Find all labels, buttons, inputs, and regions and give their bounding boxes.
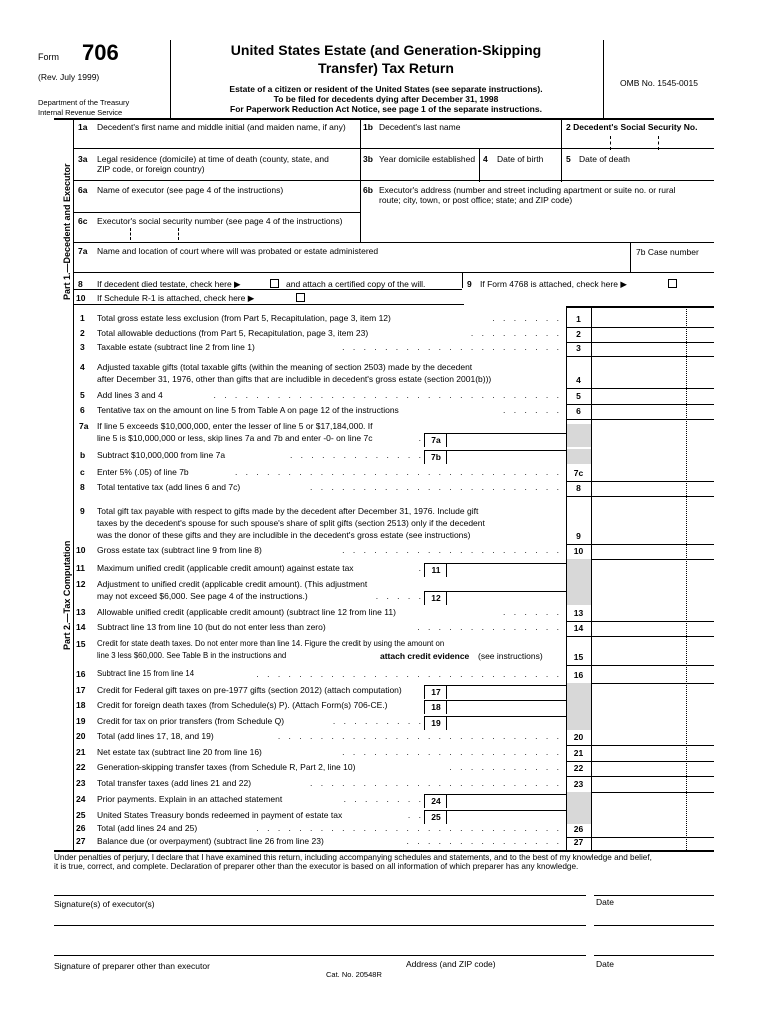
line-21-text: Net estate tax (subtract line 20 from line 16) <box>97 747 262 757</box>
line-8-text: Total tentative tax (add lines 6 and 7c) <box>97 482 241 492</box>
line-24-number: 24 <box>76 794 86 804</box>
line-4-text-2: after December 31, 1976, other than gifts that are includible in decedent's gross estate (section 2001(b))) <box>97 374 492 384</box>
field-6a-label: Name of executor (see page 4 of the instructions) <box>97 185 284 195</box>
line-17-inner-box-label: 17 <box>431 687 441 697</box>
preparer-signature-label: Signature of preparer other than executor <box>54 961 210 971</box>
executor-signature-field[interactable] <box>54 880 586 895</box>
line-22-amount-field[interactable] <box>592 762 714 776</box>
line-15-text-3: (see instructions) <box>478 651 543 661</box>
line-22-box-label: 22 <box>573 763 584 773</box>
line-1-box-label: 1 <box>576 314 581 324</box>
line-19-number: 19 <box>76 716 86 726</box>
form-4768-checkbox[interactable] <box>668 279 677 288</box>
line-6-number: 6 <box>80 405 85 415</box>
line-3-number: 3 <box>80 342 85 352</box>
line-23-box-label: 23 <box>573 779 584 789</box>
line-b-text: Subtract $10,000,000 from line 7a <box>97 450 226 460</box>
line-13-number: 13 <box>76 607 86 617</box>
line-4-amount-field[interactable] <box>592 374 714 388</box>
omb-number: OMB No. 1545-0015 <box>620 78 698 88</box>
line-23-amount-field[interactable] <box>592 778 714 792</box>
field-7b-label: 7b Case number <box>636 247 699 257</box>
line-8-number: 8 <box>80 482 85 492</box>
field-8-num: 8 <box>78 279 83 289</box>
line-8-box-label: 8 <box>576 483 581 493</box>
line-13-amount-field[interactable] <box>592 607 714 621</box>
line-16-box-label: 16 <box>573 670 584 680</box>
catalog-number: Cat. No. 20548R <box>326 970 382 979</box>
line-6-leader-dots: . . . . . . <box>503 405 562 415</box>
field-1a-label: Decedent's first name and middle initial (and maiden name, if any) <box>97 122 346 132</box>
line-12-text: Adjustment to unified credit (applicable credit amount). (This adjustment <box>97 579 368 589</box>
field-10-label: If Schedule R-1 is attached, check here ▶ <box>97 293 255 303</box>
schedule-r1-checkbox[interactable] <box>296 293 305 302</box>
line-22-text: Generation-skipping transfer taxes (from Schedule R, Part 2, line 10) <box>97 762 356 772</box>
line-24-text: Prior payments. Explain in an attached statement <box>97 794 283 804</box>
line-19-inner-box-label: 19 <box>431 718 441 728</box>
field-8-label-2: and attach a certified copy of the will. <box>286 279 426 289</box>
perjury-statement-1: Under penalties of perjury, I declare that I have examined this return, including accompanying schedules and statements, and to the best of my knowledge and belief, <box>54 853 652 862</box>
line-11-inner-box-label: 11 <box>431 565 441 575</box>
line-8-amount-field[interactable] <box>592 482 714 496</box>
irs: Internal Revenue Service <box>38 108 123 117</box>
line-9-text: Total gift tax payable with respect to gifts made by the decedent after December 31, 1976. Include gift <box>97 506 479 516</box>
line-17-number: 17 <box>76 685 86 695</box>
line-27-amount-field[interactable] <box>592 836 714 850</box>
line-21-leader-dots: . . . . . . . . . . . . . . . . . . . . . <box>342 747 562 757</box>
field-6c-label: Executor's social security number (see page 4 of the instructions) <box>97 216 343 226</box>
field-3b-label: Year domicile established <box>379 154 476 164</box>
field-4-label: Date of birth <box>497 154 544 164</box>
line-7a-inner-box-label: 7a <box>431 435 441 445</box>
preparer-signature-field[interactable] <box>54 940 344 955</box>
line-17-text: Credit for Federal gift taxes on pre-1977 gifts (section 2012) (attach computation) <box>97 685 402 695</box>
line-15-box-label: 15 <box>573 652 584 662</box>
form-number: 706 <box>82 40 119 65</box>
line-5-leader-dots: . . . . . . . . . . . . . . . . . . . . . . . . . . . . . . . . . <box>213 390 562 400</box>
line-14-number: 14 <box>76 622 86 632</box>
line-22-number: 22 <box>76 762 86 772</box>
line-26-box-label: 26 <box>573 824 584 834</box>
line-12-inner-box-label: 12 <box>431 593 441 603</box>
line-20-number: 20 <box>76 731 86 741</box>
field-6a-num: 6a <box>78 185 88 195</box>
line-25-text: United States Treasury bonds redeemed in payment of estate tax <box>97 810 343 820</box>
line-c-amount-field[interactable] <box>592 467 714 481</box>
line-b-number: b <box>80 450 86 460</box>
line-23-number: 23 <box>76 778 86 788</box>
field-6b-label-2: route; city, town, or post office; state; and ZIP code) <box>379 195 573 205</box>
line-18-text: Credit for foreign death taxes (from Schedule(s) P). (Attach Form(s) 706-CE.) <box>97 700 388 710</box>
field-7a-label: Name and location of court where will was probated or estate administered <box>97 246 379 256</box>
preparer-date-field[interactable] <box>594 940 714 955</box>
line-3-leader-dots: . . . . . . . . . . . . . . . . . . . . . <box>342 342 562 352</box>
part1-side-label: Part 1.—Decedent and Executor <box>62 163 72 300</box>
line-4-text: Adjusted taxable gifts (total taxable gifts (within the meaning of section 2503) made by the decedent <box>97 362 473 372</box>
line-23-text: Total transfer taxes (add lines 21 and 22) <box>97 778 252 788</box>
field-2-label: 2 Decedent's Social Security No. <box>566 122 698 132</box>
executor-signature-label: Signature(s) of executor(s) <box>54 899 155 909</box>
line-12-number: 12 <box>76 579 86 589</box>
line-15-number: 15 <box>76 639 86 649</box>
field-7a-num: 7a <box>78 246 88 256</box>
line-2-number: 2 <box>80 328 85 338</box>
line-2-box-label: 2 <box>576 329 581 339</box>
line-2-text: Total allowable deductions (from Part 5, Recapitulation, page 3, item 23) <box>97 328 369 338</box>
line-14-amount-field[interactable] <box>592 622 714 636</box>
line-8-leader-dots: . . . . . . . . . . . . . . . . . . . . . . . . <box>310 482 562 492</box>
line-26-number: 26 <box>76 823 86 833</box>
line-2-amount-field[interactable] <box>592 328 714 342</box>
date-label-1: Date <box>596 897 614 907</box>
line-25-number: 25 <box>76 810 86 820</box>
line-10-leader-dots: . . . . . . . . . . . . . . . . . . . . . <box>342 545 562 555</box>
field-3a-num: 3a <box>78 154 88 164</box>
line-1-text: Total gross estate less exclusion (from Part 5, Recapitulation, page 3, item 12) <box>97 313 391 323</box>
form-title-line1: United States Estate (and Generation-Skipping <box>230 42 542 58</box>
address-label: Address (and ZIP code) <box>406 959 496 969</box>
line-5-box-label: 5 <box>576 391 581 401</box>
line-6-box-label: 6 <box>576 406 581 416</box>
line-7a-leader-dots: . <box>418 433 424 443</box>
line-6-amount-field[interactable] <box>592 405 714 419</box>
line-c-number: c <box>80 467 85 477</box>
line-c-text: Enter 5% (.05) of line 7b <box>97 467 189 477</box>
date-label-2: Date <box>596 959 614 969</box>
line-9-text-2: taxes by the decedent's spouse for such spouse's share of split gifts (section 2513) only if the decedent <box>97 518 485 528</box>
line-10-number: 10 <box>76 545 86 555</box>
line-21-box-label: 21 <box>573 748 584 758</box>
line-26-amount-field[interactable] <box>592 823 714 837</box>
subtitle-1: Estate of a citizen or resident of the United States (see separate instructions). <box>229 84 543 94</box>
line-12-text-2: may not exceed $6,000. See page 4 of the instructions.) <box>97 591 308 601</box>
line-1-leader-dots: . . . . . . . <box>492 313 562 323</box>
line-20-amount-field[interactable] <box>592 731 714 745</box>
line-19-leader-dots: . . . . . . . . . <box>332 716 424 726</box>
line-1-amount-field[interactable] <box>592 313 714 327</box>
line-1-number: 1 <box>80 313 85 323</box>
department: Department of the Treasury <box>38 98 130 107</box>
field-9-label: If Form 4768 is attached, check here ▶ <box>480 279 627 289</box>
line-15-bold-text: attach credit evidence <box>380 651 470 661</box>
field-9-num: 9 <box>467 279 472 289</box>
line-6-text: Tentative tax on the amount on line 5 from Table A on page 12 of the instructions <box>97 405 399 415</box>
line-20-box-label: 20 <box>573 732 584 742</box>
line-20-leader-dots: . . . . . . . . . . . . . . . . . . . . . . . . . . . <box>277 731 562 741</box>
line-25-inner-box-label: 25 <box>431 812 441 822</box>
line-5-text: Add lines 3 and 4 <box>97 390 163 400</box>
field-6c-num: 6c <box>78 216 88 226</box>
line-23-leader-dots: . . . . . . . . . . . . . . . . . . . . . . . . <box>310 778 562 788</box>
form-revision: (Rev. July 1999) <box>38 72 100 82</box>
line-4-number: 4 <box>80 362 85 372</box>
line-21-amount-field[interactable] <box>592 747 714 761</box>
line-24-inner-box-label: 24 <box>431 796 441 806</box>
line-10-text: Gross estate tax (subtract line 9 from line 8) <box>97 545 262 555</box>
line-13-leader-dots: . . . . . . <box>503 607 562 617</box>
line-21-number: 21 <box>76 747 86 757</box>
form-title-line2: Transfer) Tax Return <box>318 60 454 76</box>
line-16-leader-dots: . . . . . . . . . . . . . . . . . . . . . . . . . . . . . <box>256 669 562 679</box>
line-14-leader-dots: . . . . . . . . . . . . . . <box>417 622 562 632</box>
line-16-number: 16 <box>76 669 86 679</box>
line-27-number: 27 <box>76 836 86 846</box>
line-9-text-3: was the donor of these gifts and they are includible in the decedent's gross estate (see instructions) <box>97 530 471 540</box>
line-7a-text-2: line 5 is $10,000,000 or less, skip lines 7a and 7b and enter -0- on line 7c <box>97 433 373 443</box>
line-9-box-label: 9 <box>576 531 581 541</box>
field-6b-num: 6b <box>363 185 373 195</box>
perjury-statement-2: it is true, correct, and complete. Declaration of preparer other than the executor is based on all information of which preparer has any knowledge. <box>54 862 579 871</box>
line-3-amount-field[interactable] <box>592 342 714 356</box>
line-22-leader-dots: . . . . . . . . . . . <box>449 762 562 772</box>
line-15-text: Credit for state death taxes. Do not enter more than line 14. Figure the credit by using the amount on <box>97 639 445 648</box>
field-5-label: Date of death <box>579 154 631 164</box>
line-26-text: Total (add lines 24 and 25) <box>97 823 198 833</box>
field-3a-label-2: ZIP code, or foreign country) <box>97 164 205 174</box>
part2-side-label: Part 2.—Tax Computation <box>62 540 72 650</box>
field-5-num: 5 <box>566 154 571 164</box>
line-25-leader-dots: . . <box>407 810 424 820</box>
line-14-text: Subtract line 13 from line 10 (but do not enter less than zero) <box>97 622 326 632</box>
preparer-address-field[interactable] <box>350 940 586 955</box>
line-c-box-label: 7c <box>573 468 584 478</box>
line-5-number: 5 <box>80 390 85 400</box>
field-6b-label-1: Executor's address (number and street including apartment or suite no. or rural <box>379 185 676 195</box>
line-5-amount-field[interactable] <box>592 390 714 404</box>
line-15-text-2: line 3 less $60,000. See Table B in the instructions and <box>97 651 287 660</box>
line-11-leader-dots: . <box>418 563 424 573</box>
field-4-num: 4 <box>483 154 488 164</box>
line-18-number: 18 <box>76 700 86 710</box>
line-2-leader-dots: . . . . . . . . . <box>470 328 562 338</box>
field-3a-label-1: Legal residence (domicile) at time of death (county, state, and <box>97 154 329 164</box>
line-24-leader-dots: . . . . . . . . <box>343 794 424 804</box>
line-c-leader-dots: . . . . . . . . . . . . . . . . . . . . . . . . . . . . . . . <box>234 467 562 477</box>
line-9-number: 9 <box>80 506 85 516</box>
will-attached-checkbox[interactable] <box>270 279 279 288</box>
field-1b-label: Decedent's last name <box>379 122 461 132</box>
line-13-box-label: 13 <box>573 608 584 618</box>
line-26-leader-dots: . . . . . . . . . . . . . . . . . . . . . . . . . . . . . <box>256 823 562 833</box>
field-8-label: If decedent died testate, check here ▶ <box>97 279 241 289</box>
line-10-amount-field[interactable] <box>592 545 714 559</box>
line-3-text: Taxable estate (subtract line 2 from line 1) <box>97 342 255 352</box>
line-27-leader-dots: . . . . . . . . . . . . . . . <box>406 836 562 846</box>
line-10-box-label: 10 <box>573 546 584 556</box>
line-11-text: Maximum unified credit (applicable credit amount) against estate tax <box>97 563 354 573</box>
line-3-box-label: 3 <box>576 343 581 353</box>
subtitle-3: For Paperwork Reduction Act Notice, see page 1 of the separate instructions. <box>230 104 542 114</box>
line-12-leader-dots: . . . . . <box>375 591 424 601</box>
field-1b-num: 1b <box>363 122 373 132</box>
line-13-text: Allowable unified credit (applicable credit amount) (subtract line 12 from line 11) <box>97 607 396 617</box>
line-14-box-label: 14 <box>573 623 584 633</box>
executor-date-field[interactable] <box>594 880 714 895</box>
field-10-num: 10 <box>76 293 86 303</box>
line-18-inner-box-label: 18 <box>431 702 441 712</box>
form-label: Form <box>38 52 59 62</box>
line-15-amount-field[interactable] <box>592 651 714 665</box>
decedent-ssn-field[interactable] <box>562 134 714 148</box>
line-11-number: 11 <box>76 563 85 573</box>
field-3b-num: 3b <box>363 154 373 164</box>
line-27-box-label: 27 <box>573 837 584 847</box>
line-16-text: Subtract line 15 from line 14 <box>97 669 195 678</box>
subtitle-2: To be filed for decedents dying after December 31, 1998 <box>273 94 499 104</box>
line-b-leader-dots: . . . . . . . . . . . . . <box>289 450 424 460</box>
line-7a-text: If line 5 exceeds $10,000,000, enter the lesser of line 5 or $17,184,000. If <box>97 421 373 431</box>
line-16-amount-field[interactable] <box>592 669 714 683</box>
line-27-text: Balance due (or overpayment) (subtract line 26 from line 23) <box>97 836 324 846</box>
line-7a-number: 7a <box>79 421 89 431</box>
line-b-inner-box-label: 7b <box>431 452 441 462</box>
line-19-text: Credit for tax on prior transfers (from Schedule Q) <box>97 716 285 726</box>
line-4-box-label: 4 <box>576 375 581 385</box>
line-20-text: Total (add lines 17, 18, and 19) <box>97 731 214 741</box>
field-1a-num: 1a <box>78 122 88 132</box>
line-9-amount-field[interactable] <box>592 530 714 544</box>
